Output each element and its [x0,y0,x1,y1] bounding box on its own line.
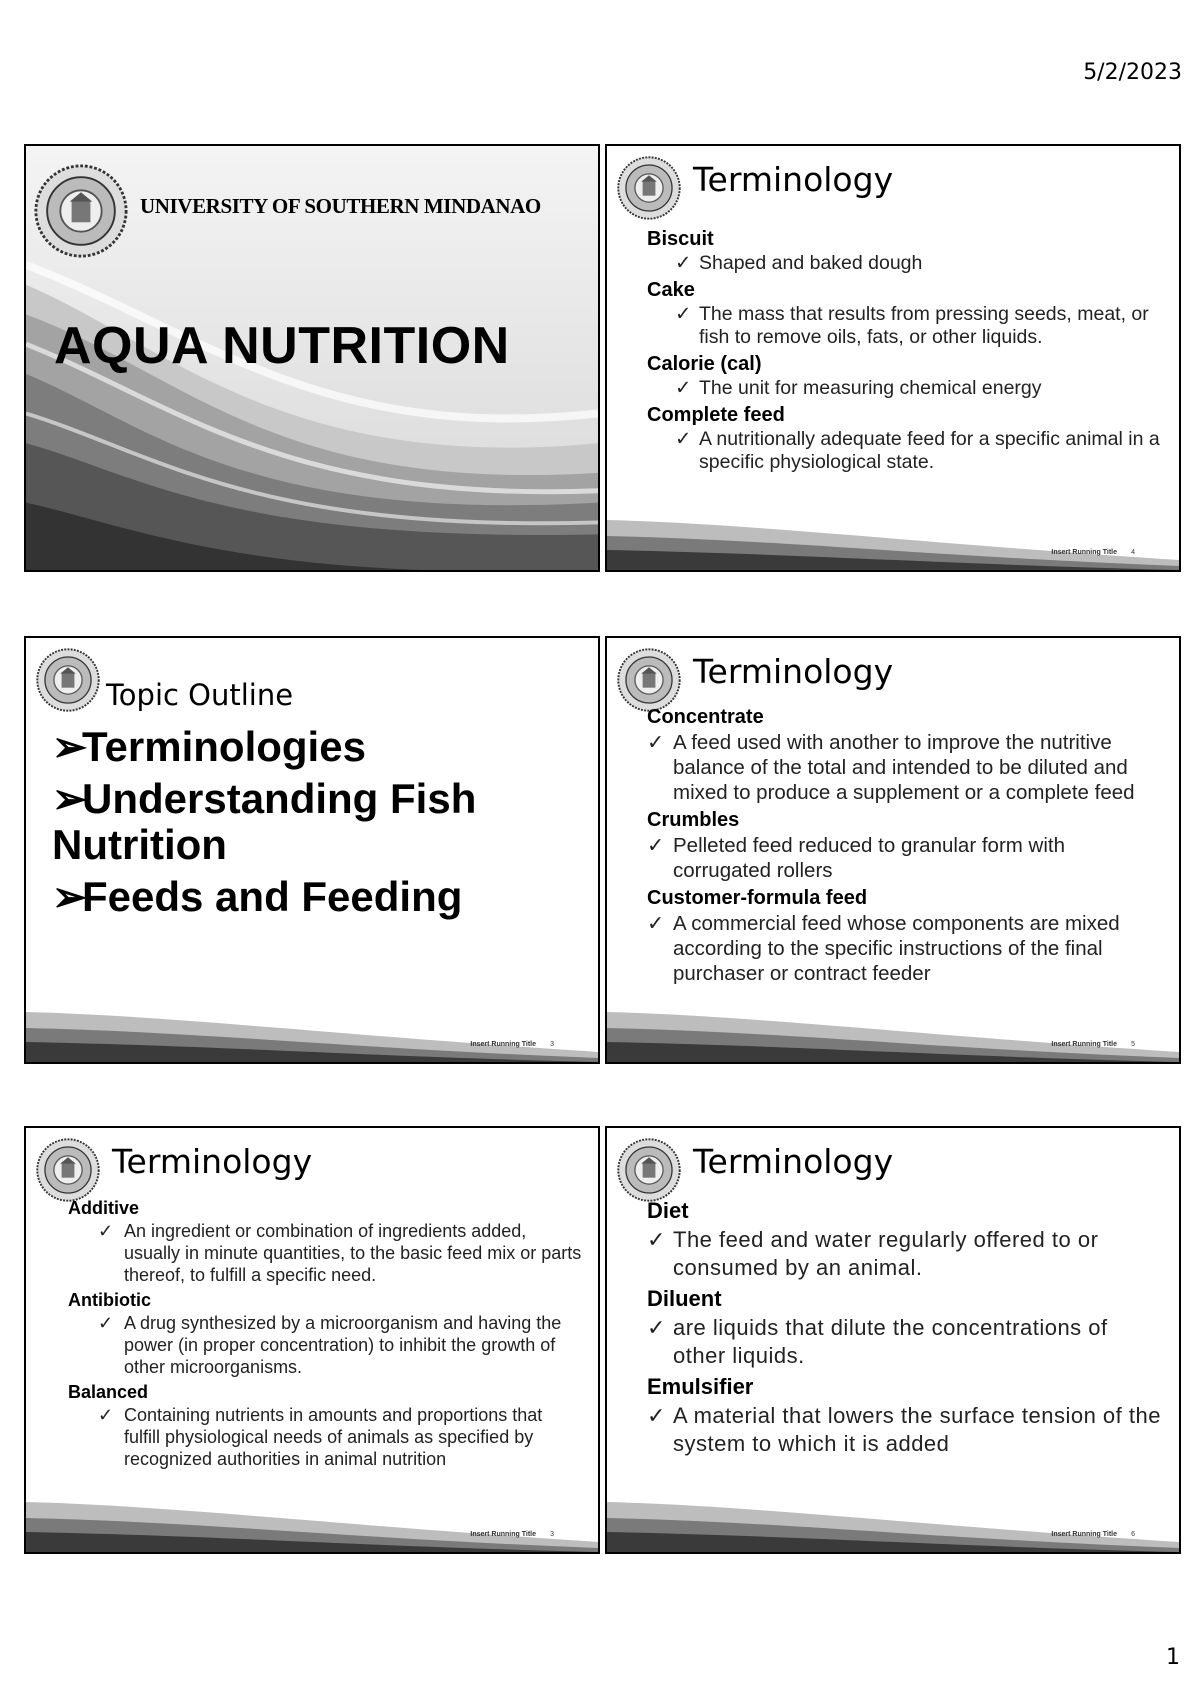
check-icon: ✓ [647,1227,666,1252]
decorative-swoosh-footer [26,1482,598,1552]
term-list [647,224,1163,474]
check-icon: ✓ [675,303,692,325]
running-title: Insert Running Title [1051,1041,1117,1048]
outline-heading: Topic Outline [106,678,294,712]
slide-title: Terminology [693,160,894,199]
term-definition: ✓ Containing nutrients in amounts and proportions that fulfill physiological needs of animals as specified by recognized authorities in animal nutrition [98,1405,543,1469]
term-definition: ✓ Shaped and baked dough [675,252,923,274]
university-name: UNIVERSITY OF SOUTHERN MINDANAO [140,194,541,218]
term-label: Concentrate [647,706,764,728]
term-list [647,1194,1163,1460]
outline-item: ➢Understanding Fish Nutrition [52,775,477,868]
term-label: Customer-formula feed [647,887,868,909]
university-seal-icon [36,1138,100,1202]
check-icon: ✓ [675,252,692,274]
check-icon: ✓ [647,834,665,857]
check-icon: ✓ [675,428,692,450]
term-definition: ✓ The mass that results from pressing seeds, meat, or fish to remove oils, fats, or other liquids. [675,303,1149,348]
presentation-title: AQUA NUTRITION [54,317,510,375]
check-icon: ✓ [647,1403,666,1428]
university-seal-icon [34,164,128,258]
slide-title: Terminology [693,652,894,691]
running-title: Insert Running Title [1051,1531,1117,1538]
term-label: Diluent [647,1286,722,1311]
term-label: Balanced [68,1382,149,1402]
check-icon: ✓ [98,1221,114,1241]
slide-terminology-additive [24,1126,600,1554]
arrow-bullet-icon: ➢ [52,775,88,822]
term-definition: ✓ are liquids that dilute the concentrations of other liquids. [647,1315,1108,1368]
term-label: Biscuit [647,228,714,250]
term-definition: ✓ A nutritionally adequate feed for a specific animal in a specific physiological state. [675,428,1160,473]
check-icon: ✓ [98,1405,114,1425]
check-icon: ✓ [647,731,665,754]
university-seal-icon [617,1138,681,1202]
arrow-bullet-icon: ➢ [52,723,88,770]
term-definition: ✓ A commercial feed whose components are mixed according to the specific instructions of the final purchaser or contract feeder [647,912,1120,985]
check-icon: ✓ [98,1313,114,1333]
slide-number: 3 [550,1041,554,1048]
term-list [68,1194,582,1470]
term-label: Antibiotic [68,1290,151,1310]
slide-topic-outline [24,636,600,1064]
page-number: 1 [1166,1645,1180,1670]
term-label: Calorie (cal) [647,353,762,375]
slide-terminology-concentrate [605,636,1181,1064]
term-definition: ✓ A material that lowers the surface tension of the system to which it is added [647,1403,1161,1456]
term-label: Emulsifier [647,1374,754,1399]
slide-number: 4 [1131,549,1135,556]
term-label: Complete feed [647,404,785,426]
slide-title: Terminology [693,1142,894,1181]
term-definition: ✓ The unit for measuring chemical energy [675,377,1042,399]
slide-terminology-biscuit [605,144,1181,572]
term-definition: ✓ A feed used with another to improve the nutritive balance of the total and intended to be diluted and mixed to produce a supplement or a complete feed [647,731,1135,804]
outline-item: ➢Terminologies [52,723,366,770]
university-seal-icon [617,156,681,220]
term-definition: ✓ Pelleted feed reduced to granular form with corrugated rollers [647,834,1066,882]
term-label: Crumbles [647,809,740,831]
slide-title: Terminology [112,1142,313,1181]
slide-number: 5 [1131,1041,1135,1048]
decorative-swoosh-footer [607,992,1179,1062]
term-label: Diet [647,1198,689,1223]
running-title: Insert Running Title [1051,549,1117,556]
term-list [647,702,1163,986]
university-seal-icon [36,648,100,712]
term-definition: ✓ The feed and water regularly offered to or consumed by an animal. [647,1227,1099,1280]
term-definition: ✓ An ingredient or combination of ingredients added, usually in minute quantities, to the basic feed mix or parts thereof, to fulfill a specific need. [98,1221,582,1285]
slide-number: 3 [550,1531,554,1538]
decorative-swoosh-footer [607,500,1179,570]
running-title: Insert Running Title [470,1041,536,1048]
decorative-swoosh-footer [26,992,598,1062]
arrow-bullet-icon: ➢ [52,873,88,920]
term-label: Additive [68,1198,140,1218]
page-date: 5/2/2023 [1083,60,1182,85]
slide-number: 6 [1131,1531,1135,1538]
outline-list [52,724,532,926]
check-icon: ✓ [675,377,692,399]
decorative-swoosh-footer [607,1482,1179,1552]
term-definition: ✓ A drug synthesized by a microorganism and having the power (in proper concentration) to inhibit the growth of other microorganisms. [98,1313,562,1377]
term-label: Cake [647,279,695,301]
check-icon: ✓ [647,1315,666,1340]
outline-item: ➢Feeds and Feeding [52,873,463,920]
title-slide [24,144,600,572]
running-title: Insert Running Title [470,1531,536,1538]
slide-terminology-diet [605,1126,1181,1554]
check-icon: ✓ [647,912,665,935]
